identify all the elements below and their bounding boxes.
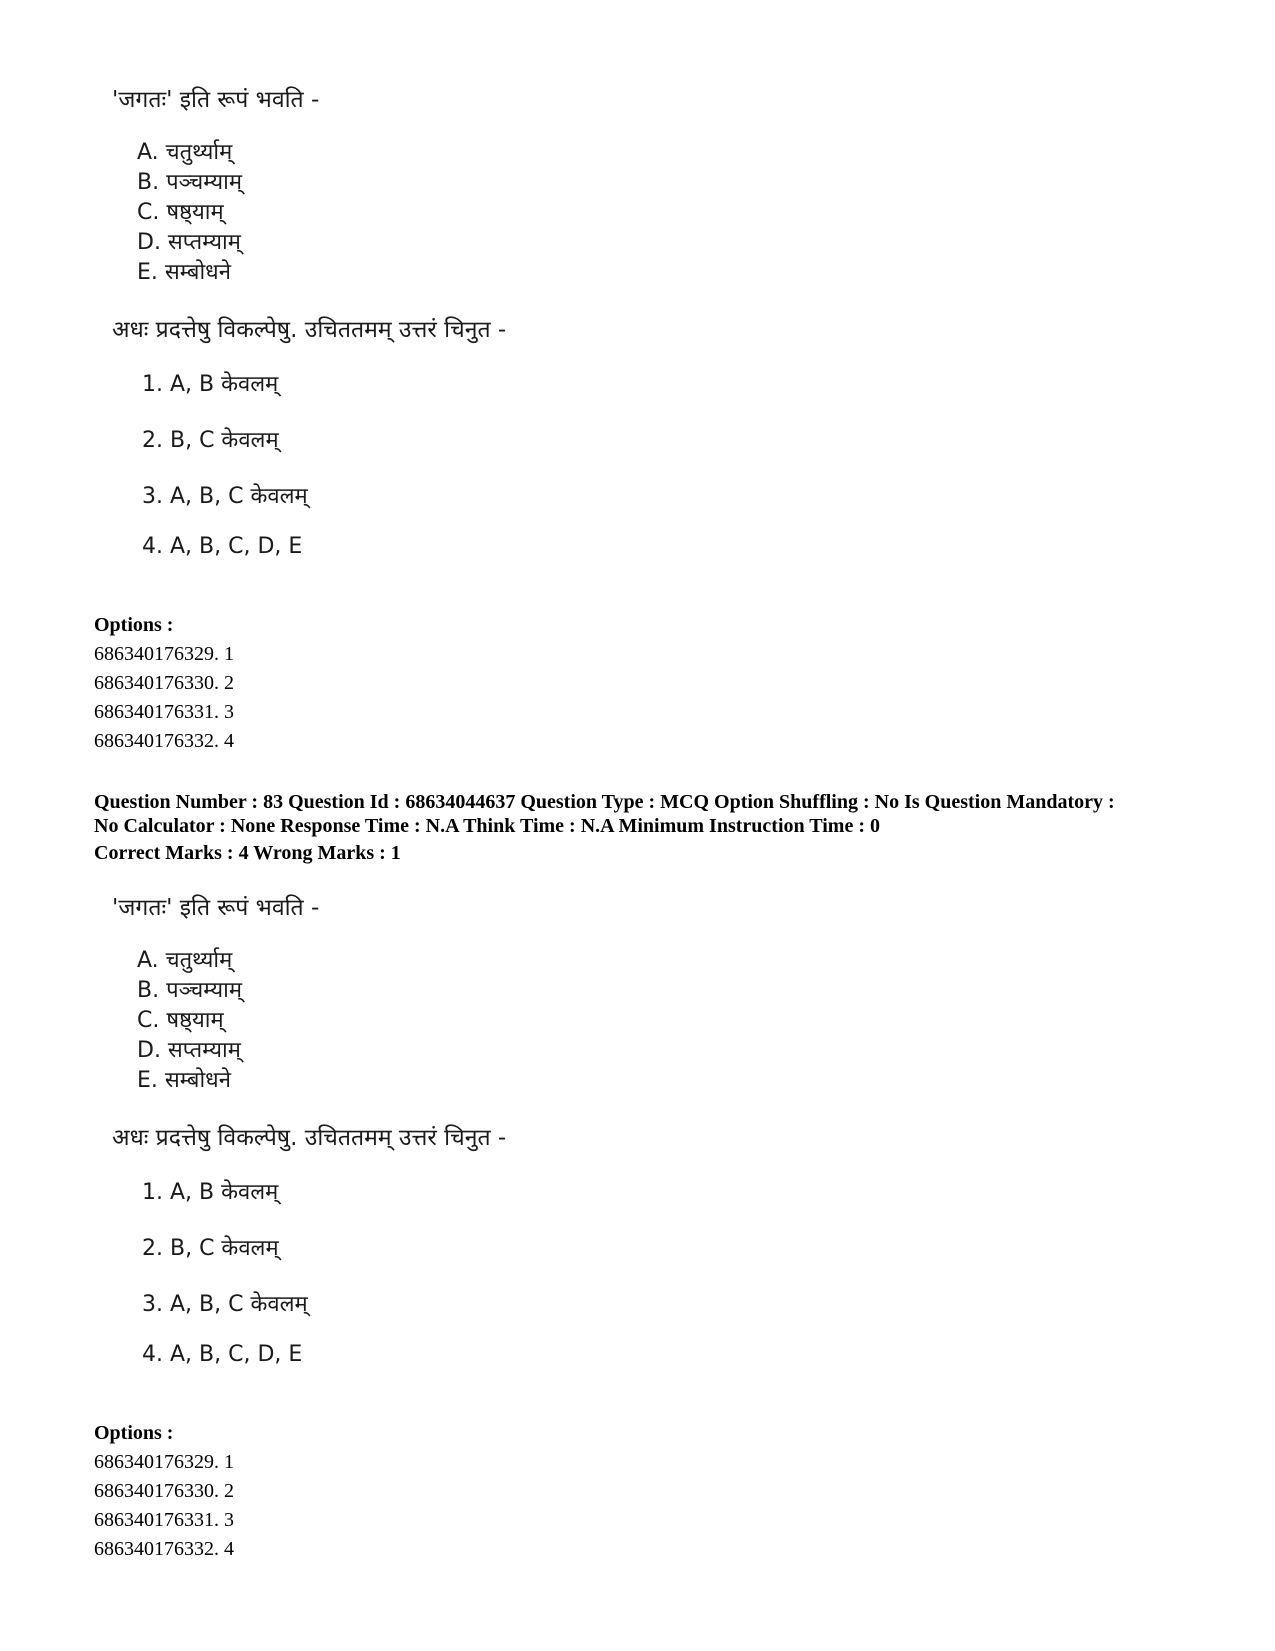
question-stem: 'जगतः' इति रूपं भवति - <box>112 895 320 921</box>
statement-a: A. चतुर्थ्याम् <box>137 140 233 165</box>
statement-b: B. पञ्चम्याम् <box>137 978 243 1003</box>
statement-c: C. षष्ठ्याम् <box>137 200 224 225</box>
question-image-2 <box>112 890 632 1390</box>
question-instruction: अधः प्रदत्तेषु विकल्पेषु. उचिततमम् उत्तरं चिनुत - <box>112 317 507 343</box>
option-item: 686340176329. 1 <box>94 643 234 665</box>
options-title: Options : <box>94 614 174 636</box>
statement-d: D. सप्तम्याम् <box>137 1038 241 1063</box>
statement-e: E. सम्बोधने <box>137 1068 231 1093</box>
choice-2: 2. B, C केवलम् <box>142 1236 279 1261</box>
option-item: 686340176331. 3 <box>94 701 234 723</box>
choice-1: 1. A, B केवलम् <box>142 372 279 397</box>
question-instruction: अधः प्रदत्तेषु विकल्पेषु. उचिततमम् उत्तरं चिनुत - <box>112 1125 507 1151</box>
question-meta-line-2: No Calculator : None Response Time : N.A Think Time : N.A Minimum Instruction Time : 0 <box>94 815 880 837</box>
statement-b: B. पञ्चम्याम् <box>137 170 243 195</box>
option-item: 686340176329. 1 <box>94 1451 234 1473</box>
statement-d: D. सप्तम्याम् <box>137 230 241 255</box>
question-meta-line-1: Question Number : 83 Question Id : 68634044637 Question Type : MCQ Option Shuffling : No Is Question Mandatory : <box>94 791 1115 813</box>
choice-2: 2. B, C केवलम् <box>142 428 279 453</box>
option-item: 686340176332. 4 <box>94 730 234 752</box>
choice-1: 1. A, B केवलम् <box>142 1180 279 1205</box>
question-marks: Correct Marks : 4 Wrong Marks : 1 <box>94 842 401 864</box>
options-block-1 <box>94 611 234 756</box>
statement-e: E. सम्बोधने <box>137 260 231 285</box>
choice-3: 3. A, B, C केवलम् <box>142 484 308 509</box>
option-item: 686340176330. 2 <box>94 672 234 694</box>
question-image-1 <box>112 82 632 582</box>
choice-3: 3. A, B, C केवलम् <box>142 1292 308 1317</box>
question-meta <box>94 790 1184 838</box>
option-item: 686340176331. 3 <box>94 1509 234 1531</box>
option-item: 686340176332. 4 <box>94 1538 234 1560</box>
statement-a: A. चतुर्थ्याम् <box>137 948 233 973</box>
choice-4: 4. A, B, C, D, E <box>142 1342 303 1367</box>
choice-4: 4. A, B, C, D, E <box>142 534 303 559</box>
options-block-2 <box>94 1419 234 1564</box>
option-item: 686340176330. 2 <box>94 1480 234 1502</box>
options-title: Options : <box>94 1422 174 1444</box>
statement-c: C. षष्ठ्याम् <box>137 1008 224 1033</box>
question-stem: 'जगतः' इति रूपं भवति - <box>112 87 320 113</box>
